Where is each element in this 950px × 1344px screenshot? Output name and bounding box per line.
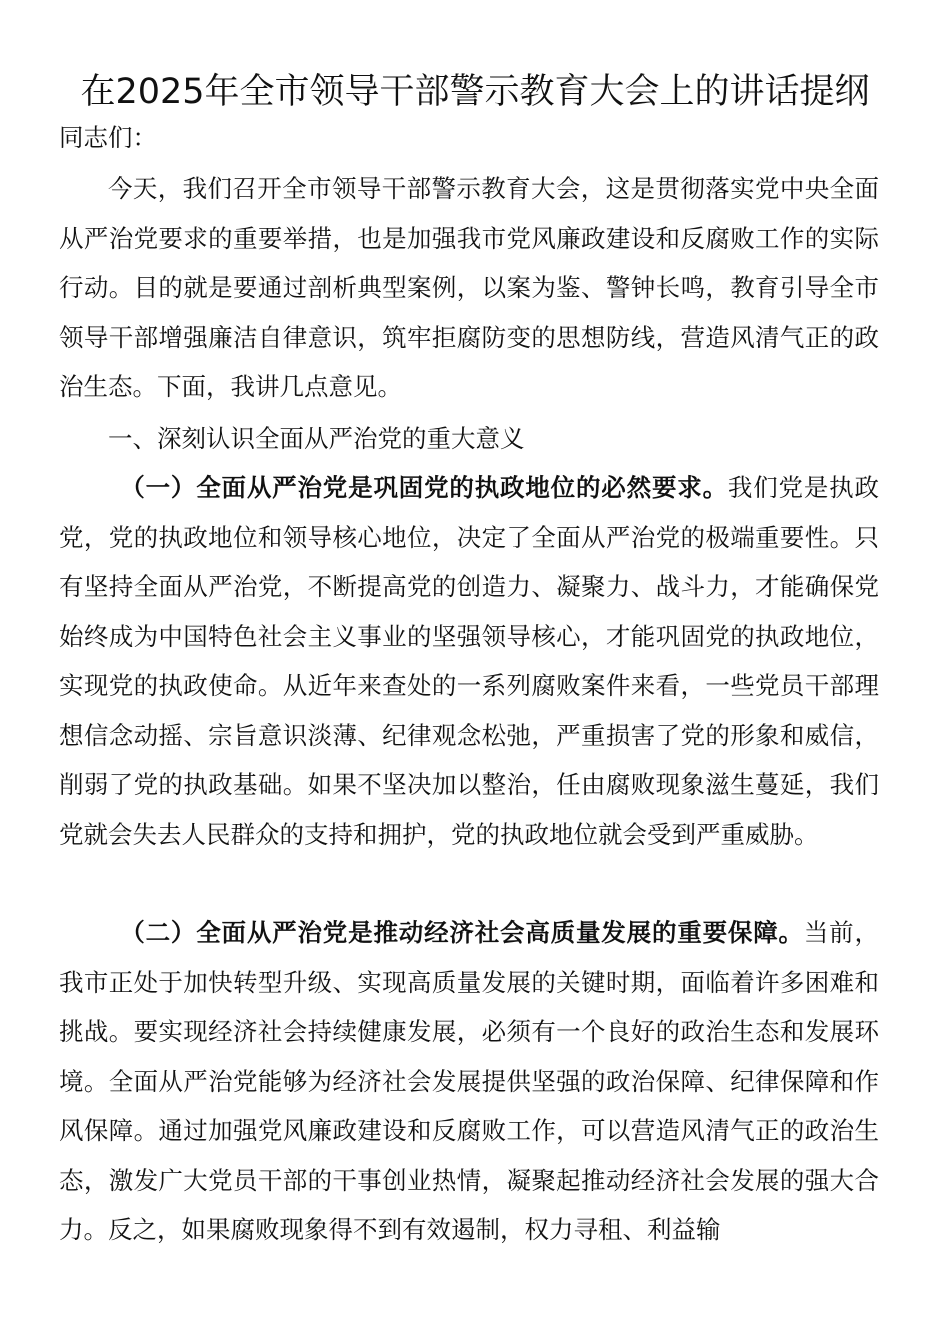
paragraph-1-lead: （一）全面从严治党是巩固党的执政地位的必然要求。	[120, 473, 728, 502]
paragraph-2-body: 当前，我市正处于加快转型升级、实现高质量发展的关键时期，面临着许多困难和挑战。要实现经济社会持续健康发展，必须有一个良好的政治生态和发展环境。全面从严治党能够为经济社会发展提供坚强的政治保障、纪律保障和作风保障。通过加强党风廉政建设和反腐败工作，可以营造风清气正的政治生态，激发广大党员干部的干事创业热情，凝聚起推动经济社会发展的强大合力。反之，如果腐败现象得不到有效遏制，权力寻租、利益输	[59, 918, 879, 1244]
intro-paragraph: 今天，我们召开全市领导干部警示教育大会，这是贯彻落实党中央全面从严治党要求的重要举措，也是加强我市党风廉政建设和反腐败工作的实际行动。目的就是要通过剖析典型案例，以案为鉴、警钟长鸣，教育引导全市领导干部增强廉洁自律意识，筑牢拒腐防变的思想防线，营造风清气正的政治生态。下面，我讲几点意见。	[59, 174, 879, 401]
paragraph-2-lead: （二）全面从严治党是推动经济社会高质量发展的重要保障。	[120, 918, 804, 947]
paragraph-1	[59, 463, 879, 859]
paragraph-2	[59, 908, 879, 1255]
section-heading: 一、深刻认识全面从严治党的重大意义	[108, 424, 525, 453]
document-title: 在2025年全市领导干部警示教育大会上的讲话提纲	[80, 72, 870, 112]
greeting: 同志们：	[59, 123, 157, 152]
paragraph-1-body: 我们党是执政党，党的执政地位和领导核心地位，决定了全面从严治党的极端重要性。只有坚持全面从严治党，不断提高党的创造力、凝聚力、战斗力，才能确保党始终成为中国特色社会主义事业的坚强领导核心，才能巩固党的执政地位，实现党的执政使命。从近年来查处的一系列腐败案件来看，一些党员干部理想信念动摇、宗旨意识淡薄、纪律观念松弛，严重损害了党的形象和威信，削弱了党的执政基础。如果不坚决加以整治，任由腐败现象滋生蔓延，我们党就会失去人民群众的支持和拥护，党的执政地位就会受到严重威胁。	[59, 473, 880, 849]
